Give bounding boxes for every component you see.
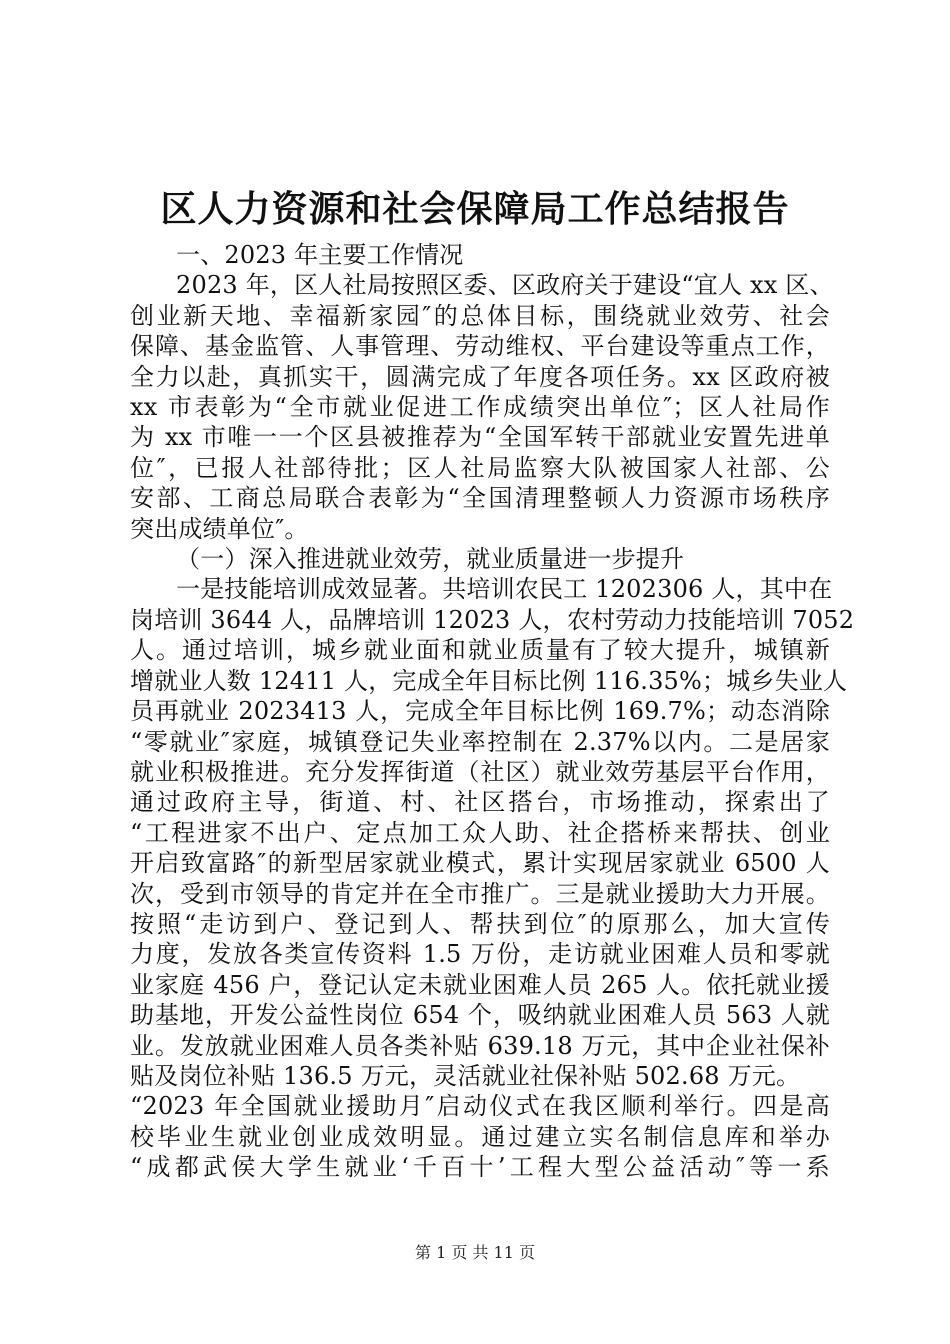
- paragraph-line: 贴及岗位补贴 136.5 万元，灵活就业社保补贴 502.68 万元。: [130, 1061, 801, 1090]
- page-title: 区人力资源和社会保障局工作总结报告: [160, 189, 790, 230]
- paragraph-line: 助基地，开发公益性岗位 654 个，吸纳就业困难人员 563 人就: [130, 1001, 830, 1030]
- paragraph-line: “工程进家不出户、定点加工众人助、社企搭桥来帮扶、创业: [130, 818, 830, 847]
- paragraph-line: 位″，已报人社部待批；区人社局监察大队被国家人社部、公: [130, 453, 830, 482]
- paragraph-line: 为 xx 市唯一一个区县被推荐为“全国军转干部就业安置先进单: [130, 423, 830, 452]
- paragraph-line: 一是技能培训成效显著。共培训农民工 1202306 人，其中在: [176, 575, 833, 604]
- paragraph-line: “2023 年全国就业援助月″启动仪式在我区顺利举行。四是高: [130, 1092, 830, 1121]
- paragraph-line: 力度，发放各类宣传资料 1.5 万份，走访就业困难人员和零就: [130, 940, 830, 969]
- page-footer: 第 1 页 共 11 页: [415, 1243, 535, 1262]
- paragraph-line: “成都武侯大学生就业‘千百十’工程大型公益活动″等一系: [130, 1153, 830, 1182]
- paragraph-line: 保障、基金监管、人事管理、劳动维权、平台建设等重点工作，: [130, 332, 830, 361]
- paragraph-line: 业家庭 456 户，登记认定未就业困难人员 265 人。依托就业援: [130, 970, 830, 999]
- paragraph-line: 次，受到市领导的肯定并在全市推广。三是就业援助大力开展。: [130, 879, 830, 908]
- paragraph-line: 全力以赴，真抓实干，圆满完成了年度各项任务。xx 区政府被: [130, 362, 830, 391]
- paragraph-line: 人。通过培训，城乡就业面和就业质量有了较大提升，城镇新: [130, 636, 830, 665]
- paragraph-line: 安部、工商总局联合表彰为“全国清理整顿人力资源市场秩序: [130, 484, 830, 513]
- subsection-heading: （一）深入推进就业效劳，就业质量进一步提升: [176, 545, 685, 574]
- paragraph-line: 按照“走访到户、登记到人、帮扶到位″的原那么，加大宣传: [130, 909, 830, 938]
- paragraph-line: 突出成绩单位″。: [130, 514, 309, 543]
- paragraph-line: 业。发放就业困难人员各类补贴 639.18 万元，其中企业社保补: [130, 1031, 830, 1060]
- document-body: [130, 240, 855, 1183]
- paragraph-line: 岗培训 3644 人，品牌培训 12023 人，农村劳动力技能培训 7052: [130, 605, 855, 634]
- paragraph-line: 员再就业 2023413 人，完成全年目标比例 169.7%；动态消除: [130, 697, 830, 726]
- paragraph-line: 增就业人数 12411 人，完成全年目标比例 116.35%；城乡失业人: [130, 666, 848, 695]
- section-heading: 一、2023 年主要工作情况: [176, 241, 464, 269]
- paragraph-line: 2023 年，区人社局按照区委、区政府关于建设“宜人 xx 区、: [176, 271, 834, 300]
- paragraph-line: xx 市表彰为“全市就业促进工作成绩突出单位″；区人社局作: [130, 393, 830, 422]
- paragraph-line: 开启致富路″的新型居家就业模式，累计实现居家就业 6500 人: [130, 849, 830, 878]
- paragraph-line: “零就业″家庭，城镇登记失业率控制在 2.37%以内。二是居家: [130, 727, 830, 756]
- paragraph-line: 就业积极推进。充分发挥街道（社区）就业效劳基层平台作用，: [130, 757, 830, 786]
- paragraph-line: 校毕业生就业创业成效明显。通过建立实名制信息库和举办: [130, 1122, 830, 1151]
- paragraph-line: 创业新天地、幸福新家园″的总体目标，围绕就业效劳、社会: [130, 301, 830, 330]
- paragraph-line: 通过政府主导，街道、村、社区搭台，市场推动，探索出了: [130, 788, 830, 817]
